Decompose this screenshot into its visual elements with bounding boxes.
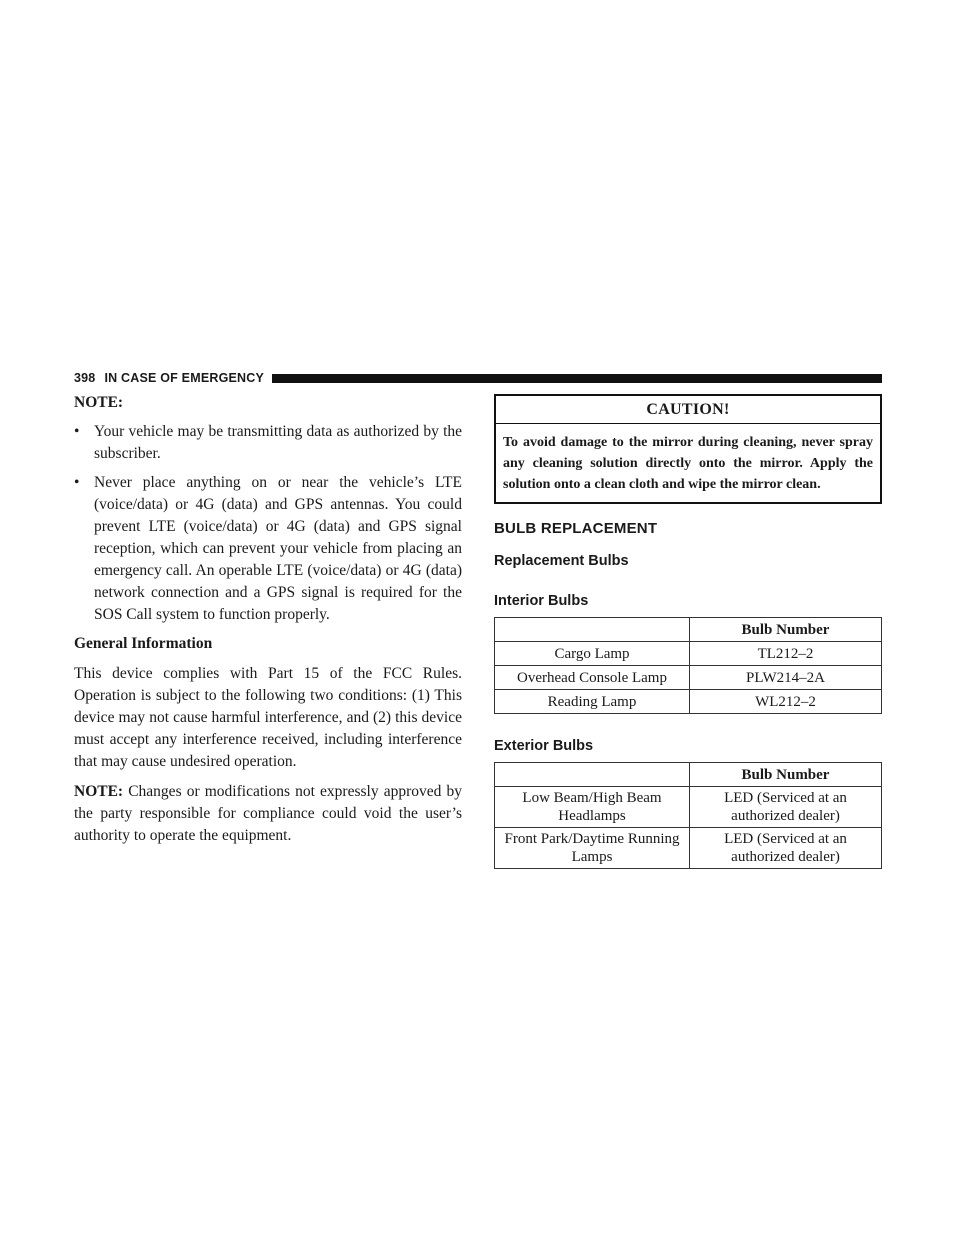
bulb-number-cell: WL212–2 [690, 690, 882, 714]
table-header-cell [495, 763, 690, 787]
bulb-number-cell: LED (Serviced at an authorized dealer) [690, 787, 882, 828]
page-header [74, 369, 882, 387]
lamp-name-cell: Cargo Lamp [495, 642, 690, 666]
right-column [494, 394, 882, 869]
bullet-text: Your vehicle may be transmitting data as authorized by the subscriber. [94, 423, 462, 462]
bullet-glyph: • [74, 474, 80, 491]
note-paragraph [74, 781, 462, 847]
table-row [495, 828, 882, 869]
note-heading: NOTE: [74, 394, 124, 411]
table-header-cell: Bulb Number [690, 763, 882, 787]
table-header-row [495, 763, 882, 787]
lamp-name-cell: Reading Lamp [495, 690, 690, 714]
bullet-text: Never place anything on or near the vehicle’s LTE (voice/data) or 4G (data) and GPS antennas. You could prevent LTE (voice/data) or 4G (data) and GPS signal reception, which can prevent your vehicle from placing an emergency call. An operable LTE (voice/data) or 4G (data) network connection and a GPS signal is required for the SOS Call system to function properly. [94, 474, 462, 623]
note-text: Changes or modifications not expressly approved by the party responsible for compliance could void the user’s authority to operate the equipment. [74, 783, 463, 844]
interior-bulbs-heading: Interior Bulbs [494, 593, 589, 609]
note-bullet-list [74, 421, 462, 626]
section-title: IN CASE OF EMERGENCY [104, 371, 265, 385]
table-row [495, 690, 882, 714]
table-row [495, 666, 882, 690]
bullet-glyph: • [74, 423, 80, 440]
bulb-number-cell: LED (Serviced at an authorized dealer) [690, 828, 882, 869]
lamp-name-cell: Overhead Console Lamp [495, 666, 690, 690]
header-rule [272, 374, 882, 383]
exterior-bulbs-table [494, 762, 882, 869]
table-row [495, 642, 882, 666]
caution-box [494, 394, 882, 504]
note-label: NOTE: [74, 783, 124, 800]
fcc-compliance-text: This device complies with Part 15 of the FCC Rules. Operation is subject to the following two conditions: (1) This device may not cause harmful interference, and (2) this device must accept any interference received, including interference that may cause undesired operation. [74, 665, 462, 770]
replacement-bulbs-heading: Replacement Bulbs [494, 553, 629, 569]
table-row [495, 787, 882, 828]
caution-title: CAUTION! [496, 396, 880, 424]
table-header-cell: Bulb Number [690, 618, 882, 642]
table-header-row [495, 618, 882, 642]
page-number: 398 [74, 371, 96, 385]
list-item [74, 421, 462, 465]
interior-bulbs-table [494, 617, 882, 714]
left-column [74, 392, 462, 855]
bulb-number-cell: TL212–2 [690, 642, 882, 666]
exterior-bulbs-heading: Exterior Bulbs [494, 738, 594, 754]
bulb-number-cell: PLW214–2A [690, 666, 882, 690]
lamp-name-cell: Low Beam/High Beam Headlamps [495, 787, 690, 828]
list-item [74, 472, 462, 626]
table-header-cell [495, 618, 690, 642]
lamp-name-cell: Front Park/Daytime Running Lamps [495, 828, 690, 869]
general-information-heading: General Information [74, 635, 213, 652]
bulb-replacement-heading: BULB REPLACEMENT [494, 520, 658, 537]
caution-text: To avoid damage to the mirror during cleaning, never spray any cleaning solution directly onto the mirror. Apply the solution onto a clean cloth and wipe the mirror clean. [503, 435, 873, 492]
